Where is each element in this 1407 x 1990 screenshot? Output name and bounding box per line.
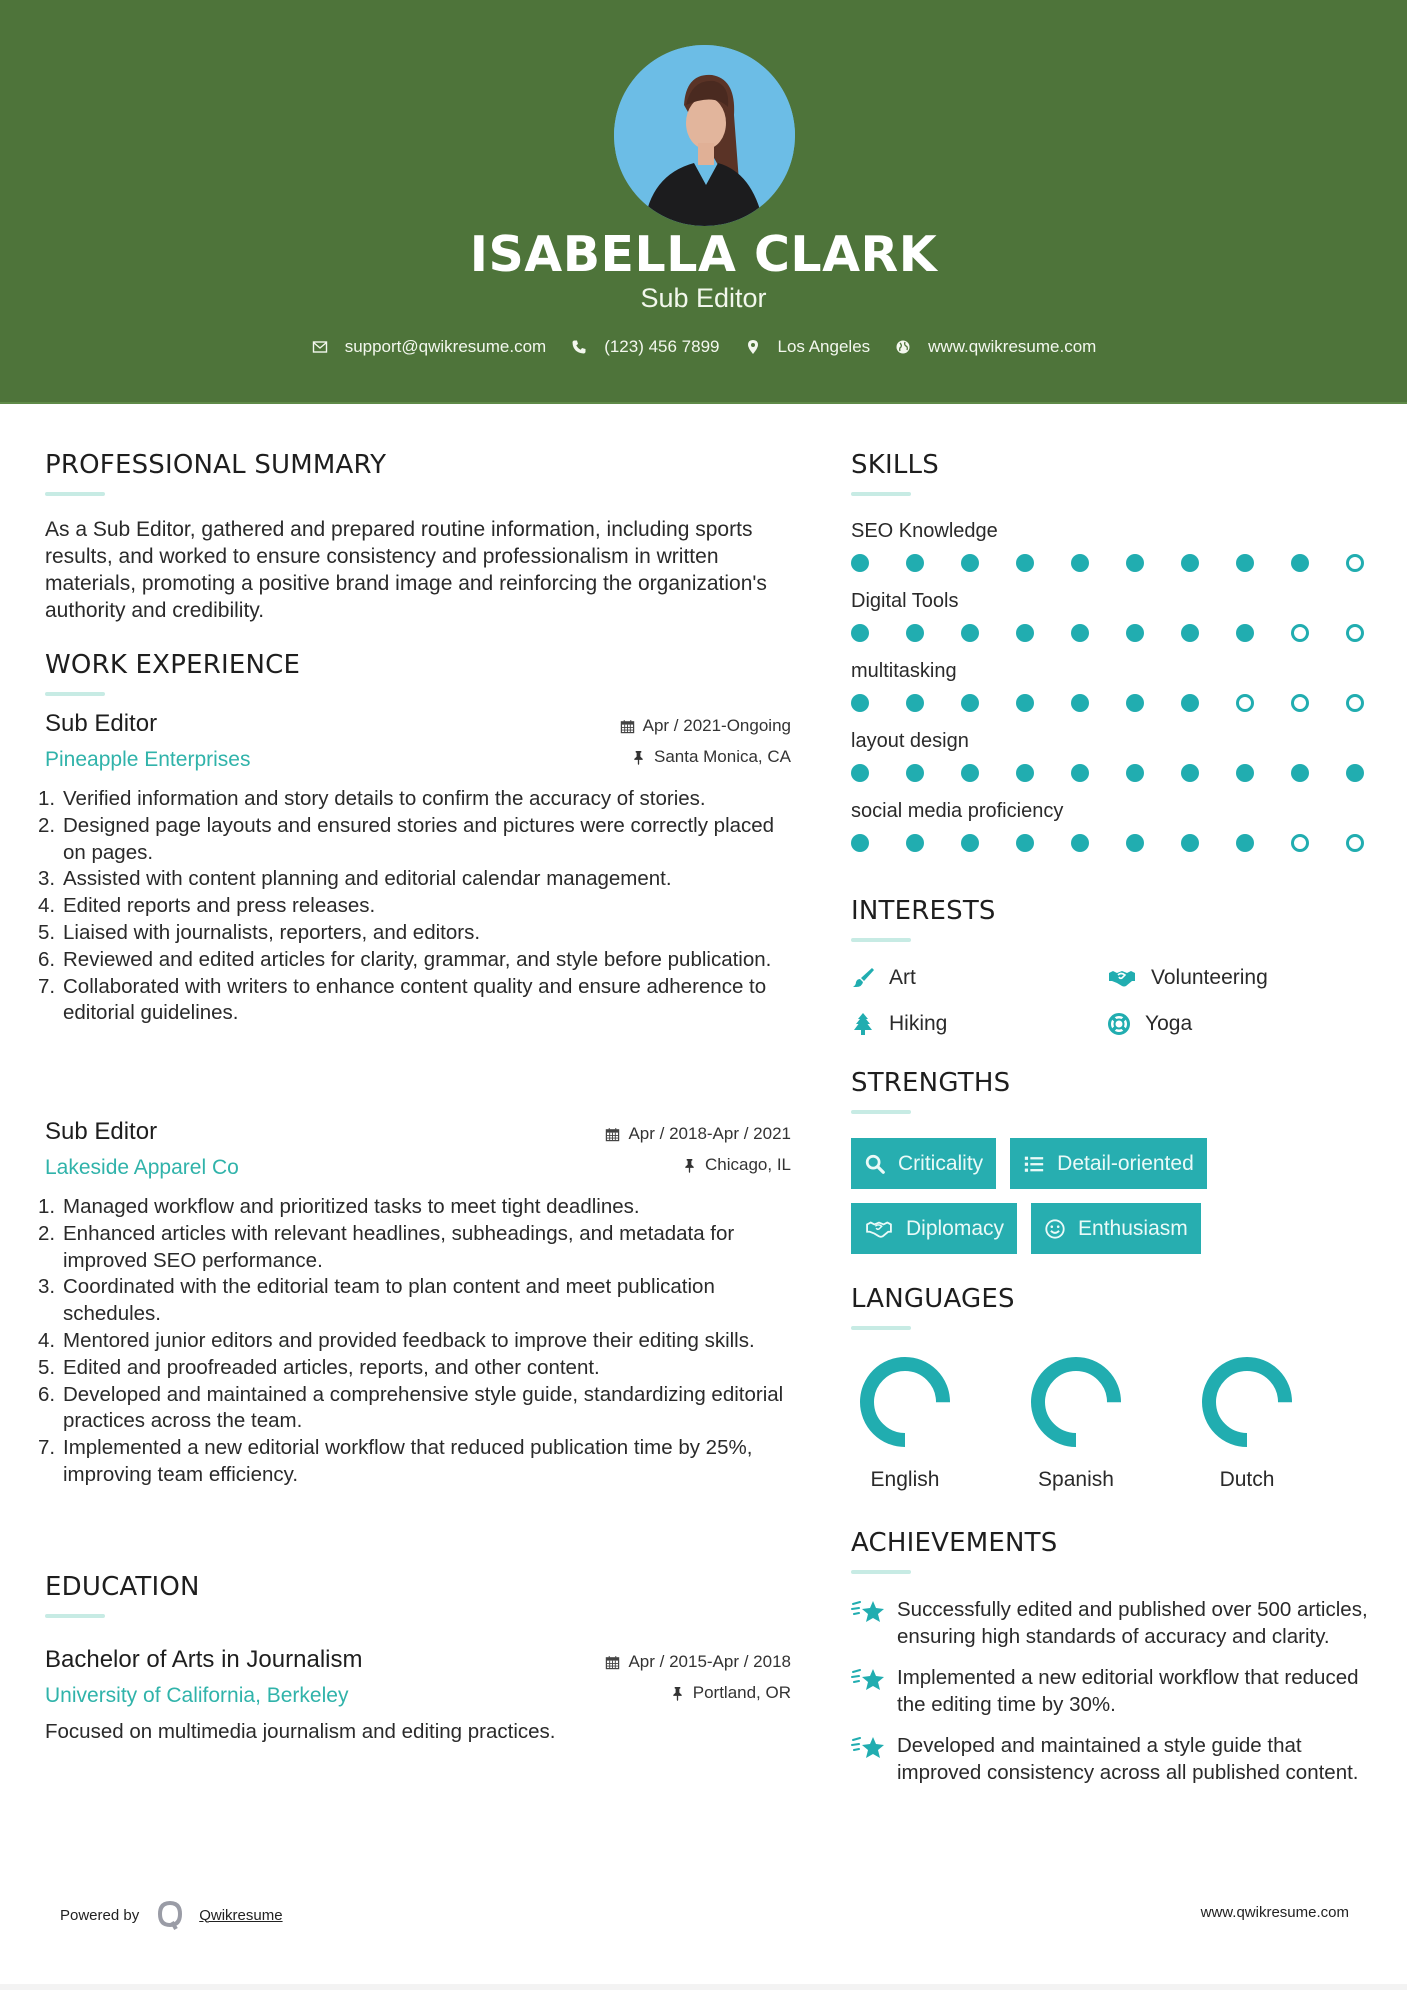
- education-entry: [45, 1646, 791, 1744]
- handshake-icon: [864, 1218, 894, 1240]
- skill-item: [851, 516, 1371, 586]
- skill-dot-filled: [961, 834, 979, 852]
- contact-location: [744, 337, 871, 357]
- section-underline: [851, 492, 911, 496]
- skills-section: [851, 450, 1371, 866]
- language-level-ring: [1201, 1356, 1293, 1448]
- achievement-item: [851, 1732, 1371, 1786]
- powered-by: [60, 1900, 283, 1930]
- skill-name: SEO Knowledge: [851, 520, 998, 542]
- skill-dot-filled: [1291, 554, 1309, 572]
- job-company: Lakeside Apparel Co: [45, 1156, 239, 1179]
- list-icon: [1023, 1153, 1045, 1175]
- skill-dot-filled: [906, 834, 924, 852]
- language-name: Dutch: [1219, 1468, 1275, 1491]
- language-item: [851, 1356, 1022, 1492]
- thumbtack-icon: [631, 750, 646, 765]
- thumbtack-icon: [670, 1686, 685, 1701]
- map-marker-icon: [744, 338, 762, 356]
- page-bottom-edge: [0, 1984, 1407, 1990]
- achievements-list: [851, 1596, 1371, 1786]
- smile-icon: [1044, 1218, 1066, 1240]
- skill-dot-filled: [906, 694, 924, 712]
- section-title: LANGUAGES: [851, 1284, 1015, 1314]
- job-company: Pineapple Enterprises: [45, 748, 251, 771]
- skill-dot-filled: [1071, 694, 1089, 712]
- skill-dot-filled: [1181, 834, 1199, 852]
- section-title: STRENGTHS: [851, 1068, 1011, 1098]
- job-location: [631, 747, 791, 767]
- skill-name: layout design: [851, 730, 969, 752]
- work-experience-section: [38, 650, 791, 1486]
- shooting-star-icon: [851, 1733, 885, 1763]
- skill-dot-filled: [1016, 624, 1034, 642]
- skill-dot-filled: [961, 624, 979, 642]
- job-bullet: 6. Reviewed and edited articles for clarity, grammar, and style before publication.: [38, 947, 772, 971]
- job-bullet: 1. Verified information and story details to confirm the accuracy of stories.: [38, 787, 706, 810]
- job-bullet: 7. Collaborated with writers to enhance content quality and ensure adherence to editorial guidelines.: [38, 974, 767, 1025]
- job-date-text: Apr / 2018-Apr / 2021: [628, 1124, 791, 1143]
- envelope-icon: [311, 338, 329, 356]
- skill-dot-filled: [1181, 694, 1199, 712]
- skill-dot-filled: [851, 834, 869, 852]
- section-underline: [851, 1326, 911, 1330]
- skill-dot-filled: [1016, 694, 1034, 712]
- strengths-list: [851, 1138, 1271, 1254]
- job-location-text: Chicago, IL: [705, 1155, 791, 1174]
- job-bullets: [38, 1194, 791, 1489]
- achievement-text: Successfully edited and published over 500 articles, ensuring high standards of accuracy and clarity.: [897, 1598, 1368, 1648]
- job-bullet: 3. Coordinated with the editorial team to plan content and meet publication schedules.: [38, 1275, 715, 1326]
- skill-item: [851, 656, 1371, 726]
- footer-website[interactable]: www.qwikresume.com: [1200, 1904, 1349, 1921]
- skill-item: [851, 726, 1371, 796]
- life-ring-icon: [1107, 1012, 1131, 1036]
- skill-dot-filled: [1236, 764, 1254, 782]
- interest-item: [1107, 1008, 1363, 1040]
- achievement-text: Developed and maintained a style guide that improved consistency across all published content.: [897, 1734, 1359, 1784]
- interest-item: [851, 962, 1107, 994]
- job-bullet: 5. Liaised with journalists, reporters, and editors.: [38, 920, 481, 944]
- calendar-icon: [605, 1127, 620, 1142]
- language-level-ring: [1030, 1356, 1122, 1448]
- skill-dot-filled: [1016, 554, 1034, 572]
- calendar-icon: [605, 1655, 620, 1670]
- skill-dot-filled: [1071, 764, 1089, 782]
- skill-dot-filled: [851, 554, 869, 572]
- interest-item: [851, 1008, 1107, 1040]
- strength-label: Detail-oriented: [1057, 1151, 1194, 1175]
- job-bullet: 3. Assisted with content planning and editorial calendar management.: [38, 867, 672, 891]
- job-title: Sub Editor: [45, 710, 158, 737]
- job-bullet: 4. Edited reports and press releases.: [38, 894, 376, 918]
- job-title: Sub Editor: [45, 1118, 158, 1145]
- job-bullet: 7. Implemented a new editorial workflow that reduced publication time by 25%, improving team efficiency.: [38, 1436, 753, 1486]
- skill-item: [851, 586, 1371, 656]
- language-name: Spanish: [1038, 1468, 1114, 1491]
- skill-dot-filled: [961, 694, 979, 712]
- section-title: ACHIEVEMENTS: [851, 1528, 1058, 1558]
- languages-list: [851, 1356, 1371, 1492]
- thumbtack-icon: [682, 1158, 697, 1173]
- globe-icon: [894, 338, 912, 356]
- shooting-star-icon: [851, 1597, 885, 1627]
- skill-dot-filled: [1181, 554, 1199, 572]
- skill-rating: [851, 834, 1371, 866]
- contact-email[interactable]: [311, 337, 547, 357]
- contact-phone-text: (123) 456 7899: [604, 337, 720, 356]
- language-item: [1022, 1356, 1193, 1492]
- handshake-icon: [1107, 966, 1137, 990]
- candidate-title: Sub Editor: [640, 283, 767, 313]
- summary-text: As a Sub Editor, gathered and prepared routine information, including sports results, and worked to ensure consistency and professionalism in written materials, promoting a positive brand image and reinforcing the organization's authority and credibility.: [45, 518, 767, 622]
- section-title: WORK EXPERIENCE: [45, 650, 301, 680]
- contact-website-text: www.qwikresume.com: [928, 337, 1097, 356]
- paint-brush-icon: [851, 966, 875, 990]
- achievement-text: Implemented a new editorial workflow that reduced the editing time by 30%.: [897, 1666, 1359, 1716]
- contact-website[interactable]: [894, 337, 1096, 357]
- resume-header: [0, 0, 1407, 404]
- language-name: English: [870, 1468, 940, 1491]
- contact-bar: [0, 337, 1407, 357]
- skill-dot-empty: [1346, 834, 1364, 852]
- skill-rating: [851, 624, 1371, 656]
- phone-icon: [570, 338, 588, 356]
- skill-dot-empty: [1346, 624, 1364, 642]
- skill-dot-empty: [1291, 624, 1309, 642]
- education-location: [670, 1683, 791, 1703]
- strength-label: Enthusiasm: [1078, 1216, 1188, 1240]
- skill-dot-filled: [906, 764, 924, 782]
- interest-label: Yoga: [1145, 1012, 1193, 1035]
- skill-dot-filled: [961, 764, 979, 782]
- skill-dot-filled: [961, 554, 979, 572]
- education-date-text: Apr / 2015-Apr / 2018: [628, 1652, 791, 1671]
- skill-dot-filled: [1236, 554, 1254, 572]
- strength-chip: [1010, 1138, 1207, 1189]
- section-underline: [851, 1570, 911, 1574]
- skill-item: [851, 796, 1371, 866]
- education-section: [45, 1572, 791, 1744]
- skill-name: social media proficiency: [851, 800, 1064, 822]
- language-item: [1193, 1356, 1364, 1492]
- section-title: PROFESSIONAL SUMMARY: [45, 450, 387, 480]
- section-title: SKILLS: [851, 450, 939, 480]
- skill-rating: [851, 694, 1371, 726]
- strength-label: Diplomacy: [906, 1216, 1005, 1240]
- section-underline: [851, 1110, 911, 1114]
- section-underline: [45, 692, 105, 696]
- skill-dot-filled: [1071, 554, 1089, 572]
- job-entry: [38, 1118, 791, 1489]
- profile-photo-image: [614, 45, 795, 226]
- job-date: [620, 716, 791, 736]
- strength-chip: [851, 1138, 996, 1189]
- skill-rating: [851, 764, 1371, 796]
- section-underline: [45, 1614, 105, 1618]
- skill-dot-filled: [906, 624, 924, 642]
- skill-dot-filled: [1016, 834, 1034, 852]
- education-description: Focused on multimedia journalism and editing practices.: [45, 1720, 556, 1743]
- skill-dot-filled: [1071, 834, 1089, 852]
- skill-rating: [851, 554, 1371, 586]
- contact-phone[interactable]: [570, 337, 719, 357]
- skill-list: [851, 516, 1371, 866]
- skill-dot-filled: [1126, 764, 1144, 782]
- skill-dot-filled: [1126, 694, 1144, 712]
- job-bullet: 1. Managed workflow and prioritized tasks to meet tight deadlines.: [38, 1195, 640, 1218]
- interests-list: [851, 962, 1371, 1040]
- tree-icon: [851, 1012, 875, 1036]
- job-entry: [38, 710, 791, 1027]
- skill-name: Digital Tools: [851, 590, 959, 612]
- interest-label: Art: [889, 966, 916, 989]
- skill-dot-empty: [1291, 834, 1309, 852]
- skill-dot-filled: [1236, 834, 1254, 852]
- skill-dot-filled: [1126, 624, 1144, 642]
- qwikresume-link[interactable]: Qwikresume: [199, 1906, 283, 1924]
- job-date-text: Apr / 2021-Ongoing: [642, 716, 791, 735]
- skill-dot-empty: [1346, 554, 1364, 572]
- section-underline: [45, 492, 105, 496]
- job-bullet: 2. Enhanced articles with relevant headlines, subheadings, and metadata for improved SEO performance.: [38, 1221, 735, 1272]
- job-location-text: Santa Monica, CA: [653, 747, 791, 766]
- skill-dot-filled: [1181, 764, 1199, 782]
- skill-dot-filled: [1346, 764, 1364, 782]
- skill-dot-filled: [851, 624, 869, 642]
- language-level-ring: [859, 1356, 951, 1448]
- languages-section: [851, 1284, 1371, 1492]
- job-bullet: 5. Edited and proofreaded articles, reports, and other content.: [38, 1355, 600, 1379]
- skill-dot-filled: [1071, 624, 1089, 642]
- skill-dot-filled: [851, 694, 869, 712]
- search-icon: [864, 1153, 886, 1175]
- achievements-section: [851, 1528, 1371, 1800]
- professional-summary-section: [45, 450, 791, 624]
- section-title: INTERESTS: [851, 896, 996, 926]
- skill-dot-filled: [1126, 834, 1144, 852]
- job-date: [605, 1124, 791, 1144]
- strength-chip: [851, 1203, 1017, 1254]
- skill-dot-filled: [1236, 624, 1254, 642]
- interest-label: Hiking: [889, 1012, 948, 1035]
- strength-label: Criticality: [898, 1151, 984, 1175]
- skill-dot-empty: [1236, 694, 1254, 712]
- school-name: University of California, Berkeley: [45, 1684, 349, 1707]
- skill-dot-filled: [1181, 624, 1199, 642]
- skill-dot-filled: [851, 764, 869, 782]
- skill-dot-empty: [1346, 694, 1364, 712]
- skill-dot-filled: [906, 554, 924, 572]
- interest-label: Volunteering: [1151, 966, 1268, 989]
- strength-chip: [1031, 1203, 1201, 1254]
- skill-dot-filled: [1126, 554, 1144, 572]
- skill-dot-empty: [1291, 694, 1309, 712]
- job-bullets: [38, 786, 791, 1027]
- contact-location-text: Los Angeles: [777, 337, 871, 356]
- education-location-text: Portland, OR: [692, 1683, 791, 1702]
- contact-email-text: support@qwikresume.com: [344, 337, 547, 356]
- job-bullet: 4. Mentored junior editors and provided feedback to improve their editing skills.: [38, 1328, 755, 1352]
- strengths-section: [851, 1068, 1371, 1254]
- section-underline: [851, 938, 911, 942]
- calendar-icon: [620, 719, 635, 734]
- qwikresume-logo-icon: [155, 1900, 185, 1930]
- skill-dot-filled: [1291, 764, 1309, 782]
- skill-dot-filled: [1016, 764, 1034, 782]
- job-bullet: 6. Developed and maintained a comprehensive style guide, standardizing editorial practices across the team.: [38, 1382, 784, 1433]
- education-date: [605, 1652, 791, 1672]
- shooting-star-icon: [851, 1665, 885, 1695]
- job-bullet: 2. Designed page layouts and ensured stories and pictures were correctly placed on pages.: [38, 813, 775, 864]
- degree-title: Bachelor of Arts in Journalism: [45, 1646, 363, 1673]
- job-location: [682, 1155, 791, 1175]
- achievement-item: [851, 1664, 1371, 1718]
- profile-photo: [614, 45, 795, 226]
- interests-section: [851, 896, 1371, 1040]
- skill-name: multitasking: [851, 660, 957, 682]
- achievement-item: [851, 1596, 1371, 1650]
- powered-by-label: Powered by: [60, 1906, 140, 1924]
- section-title: EDUCATION: [45, 1572, 200, 1602]
- interest-item: [1107, 962, 1363, 994]
- candidate-name: ISABELLA CLARK: [469, 226, 938, 283]
